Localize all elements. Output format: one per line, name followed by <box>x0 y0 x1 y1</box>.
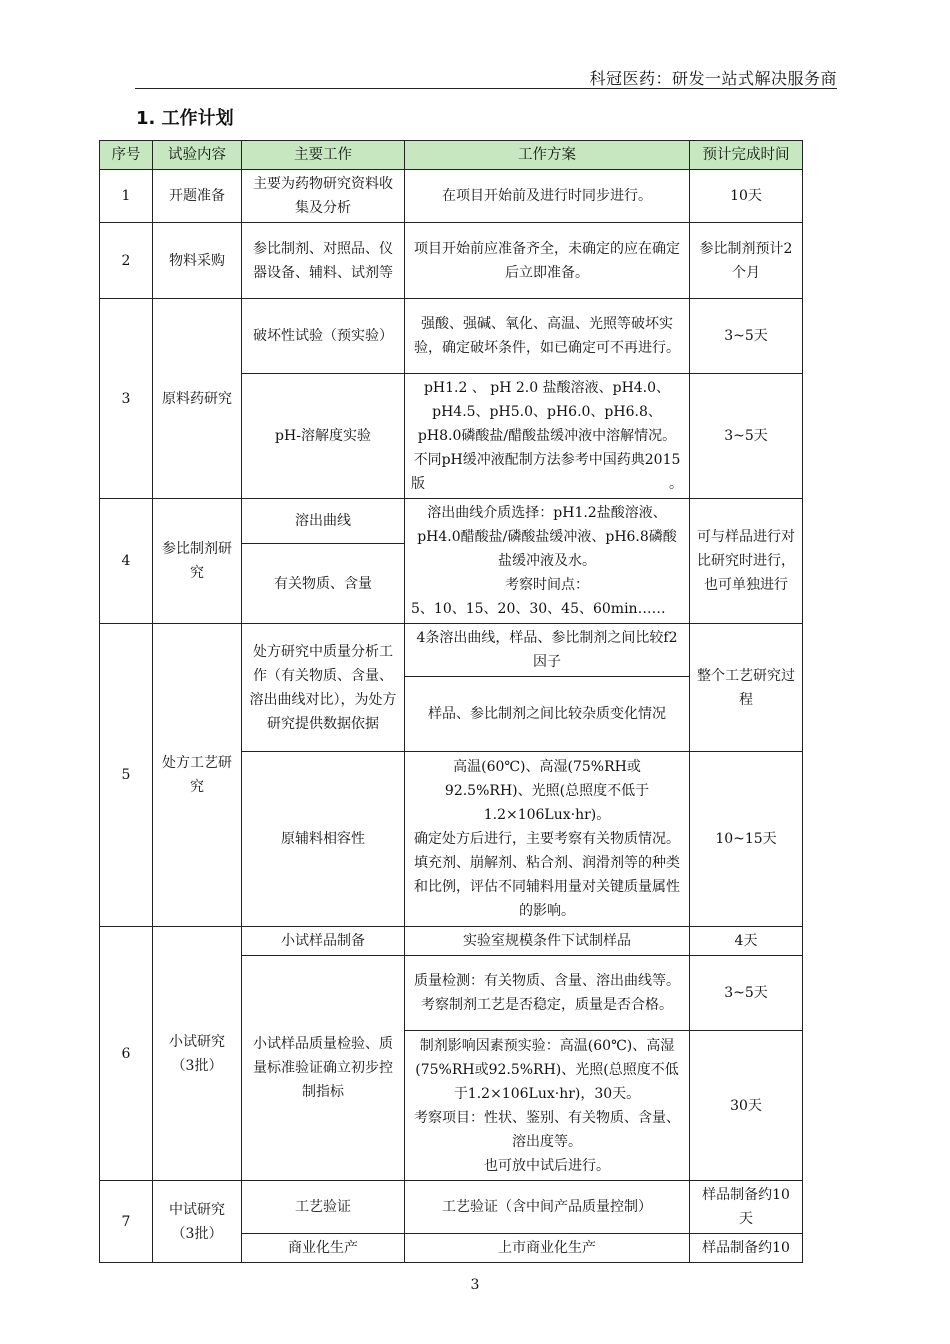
row-work: 破坏性试验（预实验） <box>242 299 405 374</box>
row-no: 4 <box>100 499 153 624</box>
row-plan: 工艺验证（含中间产品质量控制） <box>405 1181 690 1234</box>
row-work: 主要为药物研究资料收集及分析 <box>242 170 405 223</box>
section-title: 1. 工作计划 <box>136 108 234 129</box>
row-time: 整个工艺研究过程 <box>690 624 803 752</box>
row-time: 4天 <box>690 927 803 956</box>
plan-line: 确定处方后进行，主要考察有关物质情况。 <box>414 831 680 847</box>
row-time: 可与样品进行对比研究时进行，也可单独进行 <box>690 499 803 624</box>
row-work: pH-溶解度实验 <box>242 374 405 499</box>
table-header-row <box>100 141 803 170</box>
table-row <box>100 499 803 544</box>
row-no: 7 <box>100 1181 153 1263</box>
row-work: 小试样品质量检验、质量标准验证确立初步控制指标 <box>242 956 405 1181</box>
row-content: 物料采购 <box>153 223 242 299</box>
table-row <box>100 170 803 223</box>
plan-line: 质量检测：有关物质、含量、溶出曲线等。 <box>414 973 680 989</box>
row-no: 2 <box>100 223 153 299</box>
row-plan <box>405 1031 690 1181</box>
row-content: 小试研究（3批） <box>153 927 242 1181</box>
row-work: 参比制剂、对照品、仪器设备、辅料、试剂等 <box>242 223 405 299</box>
plan-line: 也可放中试后进行。 <box>484 1157 610 1174</box>
row-time: 3~5天 <box>690 299 803 374</box>
plan-line: 考察制剂工艺是否稳定，质量是否合格。 <box>421 997 673 1013</box>
row-plan: 项目开始前应准备齐全，未确定的应在确定后立即准备。 <box>405 223 690 299</box>
row-content: 原料药研究 <box>153 299 242 499</box>
col-header-time: 预计完成时间 <box>690 141 803 170</box>
row-content: 处方工艺研究 <box>153 624 242 927</box>
page-number: 3 <box>470 1277 480 1293</box>
row-no: 1 <box>100 170 153 223</box>
table-row <box>100 624 803 677</box>
col-header-plan: 工作方案 <box>405 141 690 170</box>
plan-line: 考察项目：性状、鉴别、有关物质、含量、溶出度等。 <box>414 1109 680 1150</box>
table-row <box>100 299 803 374</box>
row-time: 3~5天 <box>690 956 803 1031</box>
row-content: 参比制剂研究 <box>153 499 242 624</box>
row-plan: 实验室规模条件下试制样品 <box>405 927 690 956</box>
row-work: 处方研究中质量分析工作（有关物质、含量、溶出曲线对比），为处方研究提供数据依据 <box>242 624 405 752</box>
table-row <box>100 223 803 299</box>
row-content: 中试研究（3批） <box>153 1181 242 1263</box>
row-plan: 强酸、强碱、氧化、高温、光照等破坏实验，确定破坏条件，如已确定可不再进行。 <box>405 299 690 374</box>
plan-line: 溶出曲线介质选择：pH1.2盐酸溶液、pH4.0醋酸盐/磷酸盐缓冲液、pH6.8磷酸盐缓冲液及水。 <box>417 505 677 569</box>
header-rule <box>135 88 837 89</box>
row-plan <box>405 752 690 927</box>
row-time: 3~5天 <box>690 374 803 499</box>
row-work: 有关物质、含量 <box>242 544 405 624</box>
row-time: 参比制剂预计2个月 <box>690 223 803 299</box>
plan-line: 高温(60℃)、高湿(75%RH或92.5%RH)、光照(总照度不低于1.2×106Lux·hr)。 <box>444 759 650 823</box>
row-time: 样品制备约10 <box>690 1234 803 1263</box>
row-plan: 上市商业化生产 <box>405 1234 690 1263</box>
row-no: 6 <box>100 927 153 1181</box>
row-no: 3 <box>100 299 153 499</box>
header-company: 科冠医药：研发一站式解决服务商 <box>589 69 837 88</box>
row-time: 30天 <box>690 1031 803 1181</box>
row-time: 10天 <box>690 170 803 223</box>
row-plan: 样品、参比制剂之间比较杂质变化情况 <box>405 677 690 752</box>
plan-line: 考察时间点： <box>505 577 589 593</box>
row-no: 5 <box>100 624 153 927</box>
work-plan-table <box>99 140 803 1263</box>
row-plan <box>405 956 690 1031</box>
col-header-content: 试验内容 <box>153 141 242 170</box>
row-plan: 在项目开始前及进行时同步进行。 <box>405 170 690 223</box>
plan-line: 填充剂、崩解剂、粘合剂、润滑剂等的种类和比例，评估不同辅料用量对关键质量属性的影响。 <box>414 855 680 919</box>
row-work: 原辅料相容性 <box>242 752 405 927</box>
row-plan: pH1.2 、 pH 2.0 盐酸溶液、pH4.0、pH4.5、pH5.0、pH6.0、pH6.8、pH8.0磷酸盐/醋酸盐缓冲液中溶解情况。不同pH缓冲液配制方法参考中国药典2015版。 <box>405 374 690 499</box>
row-time: 样品制备约10天 <box>690 1181 803 1234</box>
row-content: 开题准备 <box>153 170 242 223</box>
row-work: 溶出曲线 <box>242 499 405 544</box>
row-work: 商业化生产 <box>242 1234 405 1263</box>
plan-line: 制剂影响因素预实验：高温(60℃)、高湿(75%RH或92.5%RH)、光照(总照度不低于1.2×106Lux·hr)，30天。 <box>415 1037 679 1102</box>
row-time: 10~15天 <box>690 752 803 927</box>
row-work: 工艺验证 <box>242 1181 405 1234</box>
row-plan <box>405 499 690 624</box>
row-plan: 4条溶出曲线，样品、参比制剂之间比较f2因子 <box>405 624 690 677</box>
plan-line: 5、10、15、20、30、45、60min…… <box>411 601 666 617</box>
col-header-work: 主要工作 <box>242 141 405 170</box>
table-row <box>100 927 803 956</box>
row-work: 小试样品制备 <box>242 927 405 956</box>
table-row <box>100 1181 803 1234</box>
col-header-no: 序号 <box>100 141 153 170</box>
